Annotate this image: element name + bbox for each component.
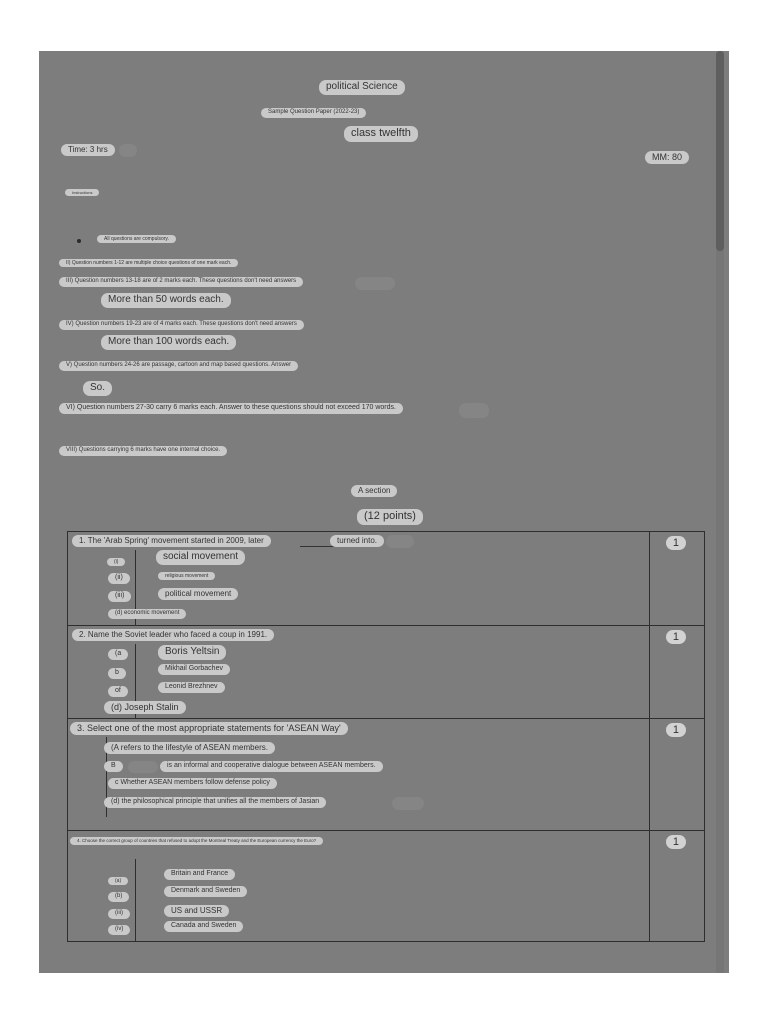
option-text: Canada and Sweden: [164, 921, 243, 932]
option-label: (i): [107, 558, 125, 566]
scrollbar-thumb[interactable]: [716, 51, 724, 251]
time-label: Time: 3 hrs: [61, 144, 115, 156]
option-text: Boris Yeltsin: [158, 645, 226, 660]
marks-badge: 1: [666, 835, 686, 849]
question-stem: 3. Select one of the most appropriate statements for 'ASEAN Way': [70, 722, 348, 735]
subject-title: political Science: [319, 80, 405, 95]
marks-badge: 1: [666, 723, 686, 737]
document-page: [39, 51, 729, 973]
option-label: (iii): [108, 591, 131, 602]
instruction-item: All questions are compulsory.: [97, 235, 176, 243]
question-block: [67, 718, 705, 831]
instruction-item: VIII) Questions carrying 6 marks have one internal choice.: [59, 446, 227, 456]
class-title: class twelfth: [344, 126, 418, 142]
section-points: (12 points): [357, 509, 423, 525]
option-text: c Whether ASEAN members follow defense policy: [108, 778, 277, 789]
option-text: (d) the philosophical principle that unifies all the members of Jasian: [104, 797, 326, 808]
question-stem: 4. Choose the correct group of countries that refused to adopt the Montreal Treaty and the European currency the Euro?: [70, 837, 323, 845]
question-block: [67, 531, 705, 626]
instruction-item: IV) Question numbers 19-23 are of 4 marks each. These questions don't need answers: [59, 320, 304, 330]
option-text: US and USSR: [164, 905, 229, 917]
max-marks-label: MM: 80: [645, 151, 689, 164]
instruction-item: VI) Question numbers 27-30 carry 6 marks each. Answer to these questions should not exceed 170 words.: [59, 403, 403, 414]
instruction-item: II) Question numbers 1-12 are multiple choice questions of one mark each.: [59, 259, 238, 267]
option-text: social movement: [156, 550, 245, 565]
option-label: b: [108, 668, 126, 679]
option-text: religious movement: [158, 572, 215, 580]
option-text: (d) Joseph Stalin: [104, 701, 186, 714]
option-label: (a: [108, 649, 128, 660]
paper-title: Sample Question Paper (2022-23): [261, 108, 366, 118]
marks-badge: 1: [666, 536, 686, 550]
option-text: Britain and France: [164, 869, 235, 880]
option-text: (d) economic movement: [108, 609, 186, 619]
option-label: (b): [108, 892, 129, 902]
option-label: (iv): [108, 925, 130, 935]
marks-badge: 1: [666, 630, 686, 644]
option-label: B: [104, 761, 123, 772]
instruction-item: So.: [83, 381, 112, 396]
section-title: A section: [351, 485, 397, 497]
option-label: of: [108, 686, 128, 697]
instruction-bullet: [77, 239, 81, 243]
option-text: Leonid Brezhnev: [158, 682, 225, 693]
option-label: (ii): [108, 573, 130, 584]
instruction-item: III) Question numbers 13-18 are of 2 marks each. These questions don't need answers: [59, 277, 303, 287]
option-text: is an informal and cooperative dialogue between ASEAN members.: [160, 761, 383, 772]
question-stem: 1. The 'Arab Spring' movement started in 2009, later: [72, 535, 271, 547]
instruction-item: More than 100 words each.: [101, 335, 236, 350]
instructions-label: Instructions: [65, 189, 99, 196]
option-text: Mikhail Gorbachev: [158, 664, 230, 675]
instruction-item: V) Question numbers 24-26 are passage, cartoon and map based questions. Answer: [59, 361, 298, 371]
option-text: Denmark and Sweden: [164, 886, 247, 897]
option-text: political movement: [158, 588, 238, 600]
question-stem-end: turned into.: [330, 535, 384, 547]
option-text: (A refers to the lifestyle of ASEAN members.: [104, 742, 275, 754]
option-label: (iii): [108, 909, 130, 919]
instruction-item: More than 50 words each.: [101, 293, 231, 308]
question-block: [67, 830, 705, 942]
question-block: [67, 625, 705, 719]
option-label: (a): [108, 877, 128, 885]
question-stem: 2. Name the Soviet leader who faced a coup in 1991.: [72, 629, 274, 641]
